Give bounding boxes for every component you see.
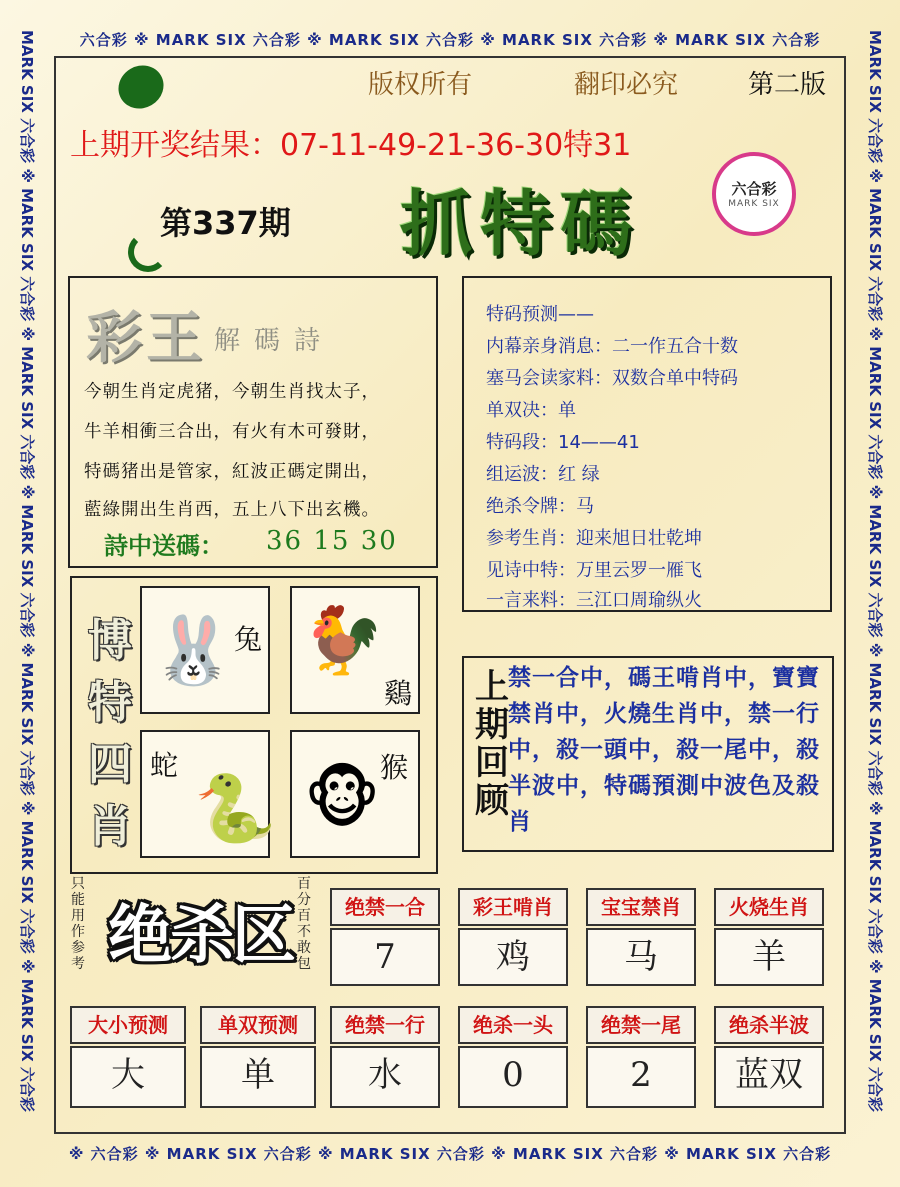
grid-value: 水 bbox=[330, 1046, 440, 1108]
left-border bbox=[4, 30, 50, 1140]
page-title: 抓特碼 bbox=[400, 181, 641, 266]
top-border: 六合彩 ※ MARK SIX 六合彩 ※ MARK SIX 六合彩 ※ MARK SIX 六合彩 ※ MARK SIX 六合彩 bbox=[79, 31, 821, 49]
poem-line: 今朝生肖定虎猪，今朝生肖找太子， bbox=[84, 382, 380, 402]
logo-subtext: MARK SIX bbox=[728, 199, 780, 209]
prediction-item: 见诗中特：万里云罗一雁飞 bbox=[486, 560, 702, 581]
kill-zone-title: 绝杀区 bbox=[108, 899, 294, 973]
grid-value: 蓝双 bbox=[714, 1046, 824, 1108]
prediction-item: 特码段：14——41 bbox=[486, 432, 640, 453]
grid-value: 大 bbox=[70, 1046, 186, 1108]
prediction-item: 内幕亲身消息：二一作五合十数 bbox=[486, 336, 738, 357]
grid-head: 大小预测 bbox=[70, 1006, 186, 1044]
prediction-item: 绝杀令牌：马 bbox=[486, 496, 594, 517]
zodiac-cell-rooster bbox=[290, 586, 420, 714]
grid-value: 羊 bbox=[714, 928, 824, 986]
zodiac-name: 鷄 bbox=[384, 677, 413, 710]
last-result: 上期开奖结果：07-11-49-21-36-30特31 bbox=[70, 128, 632, 163]
right-border bbox=[852, 30, 898, 1140]
grid-head: 宝宝禁肖 bbox=[586, 888, 696, 926]
grid-head: 绝杀一头 bbox=[458, 1006, 568, 1044]
kill-zone-right-note: 百分百不敢包 bbox=[297, 876, 311, 972]
poem-line: 藍綠開出生肖西，五上八下出玄機。 bbox=[84, 500, 380, 520]
review-text: 禁一合中，碼王啃肖中，寶寶禁肖中，火燒生肖中，禁一行中，殺一頭中，殺一尾中，殺半波中，特碼預測中波色及殺肖 bbox=[508, 664, 820, 835]
poem-subtitle: 解碼詩 bbox=[214, 326, 335, 356]
grid-value: 0 bbox=[458, 1046, 568, 1108]
zodiac-name: 兔 bbox=[234, 623, 263, 656]
grid-value: 7 bbox=[330, 928, 440, 986]
prediction-item: 单双决：单 bbox=[486, 400, 576, 421]
monkey-icon: 🐵 bbox=[304, 760, 381, 837]
prediction-item: 一言来料：三江口周瑜纵火 bbox=[486, 590, 702, 611]
copyright-label: 版权所有 bbox=[368, 70, 473, 100]
left-border-text: MARK SIX 六合彩 ※ MARK SIX 六合彩 ※ MARK SIX 六合彩 ※ MARK SIX 六合彩 ※ MARK SIX 六合彩 ※ MARK SIX 六合彩 ※ MARK SIX 六合彩 bbox=[18, 30, 36, 1112]
right-border-text: MARK SIX 六合彩 ※ MARK SIX 六合彩 ※ MARK SIX 六合彩 ※ MARK SIX 六合彩 ※ MARK SIX 六合彩 ※ MARK SIX 六合彩 ※ MARK SIX 六合彩 bbox=[866, 30, 884, 1112]
mark-six-logo bbox=[712, 152, 796, 236]
grid-head: 单双预测 bbox=[200, 1006, 316, 1044]
bottom-border: ※ 六合彩 ※ MARK SIX 六合彩 ※ MARK SIX 六合彩 ※ MARK SIX 六合彩 ※ MARK SIX 六合彩 bbox=[68, 1145, 832, 1163]
grid-value: 2 bbox=[586, 1046, 696, 1108]
poem-line: 牛羊相衝三合出，有火有木可發財， bbox=[84, 422, 380, 442]
rooster-icon: 🐓 bbox=[302, 602, 385, 679]
rabbit-icon: 🐰 bbox=[152, 612, 235, 689]
prediction-item: 参考生肖：迎来旭日壮乾坤 bbox=[486, 528, 702, 549]
review-label: 上期回顾 bbox=[475, 667, 509, 821]
no-reprint-label: 翻印必究 bbox=[574, 70, 679, 100]
edition-label: 第二版 bbox=[748, 70, 827, 100]
poem-send-label: 詩中送碼： bbox=[104, 531, 224, 560]
grid-head: 绝禁一行 bbox=[330, 1006, 440, 1044]
grid-head: 彩王啃肖 bbox=[458, 888, 568, 926]
grid-value: 单 bbox=[200, 1046, 316, 1108]
logo-text: 六合彩 bbox=[731, 180, 777, 198]
prediction-item: 组运波：红 绿 bbox=[486, 464, 600, 485]
grid-value: 马 bbox=[586, 928, 696, 986]
poem-title: 彩王 bbox=[86, 305, 206, 371]
prediction-item: 塞马会读家料：双数合单中特码 bbox=[486, 368, 738, 389]
zodiac-name: 猴 bbox=[380, 751, 409, 784]
poem-line: 特碼猪出是管家，紅波正碼定開出， bbox=[84, 462, 380, 482]
grid-head: 绝杀半波 bbox=[714, 1006, 824, 1044]
grid-head: 火烧生肖 bbox=[714, 888, 824, 926]
zodiac-label: 博特四肖 bbox=[88, 615, 132, 852]
grid-value: 鸡 bbox=[458, 928, 568, 986]
grid-head: 绝禁一尾 bbox=[586, 1006, 696, 1044]
grid-head: 绝禁一合 bbox=[330, 888, 440, 926]
zodiac-cell-monkey bbox=[290, 730, 420, 858]
snake-icon: 🐍 bbox=[194, 770, 277, 847]
zodiac-cell-rabbit bbox=[140, 586, 270, 714]
prediction-item: 特码预测—— bbox=[486, 304, 594, 325]
zodiac-cell-snake bbox=[140, 730, 277, 858]
issue-number: 第337期 bbox=[160, 204, 291, 242]
poem-send-numbers: 36 15 30 bbox=[266, 526, 398, 556]
kill-zone-left-note: 只能用作参考 bbox=[71, 876, 85, 972]
zodiac-name: 蛇 bbox=[150, 749, 179, 782]
